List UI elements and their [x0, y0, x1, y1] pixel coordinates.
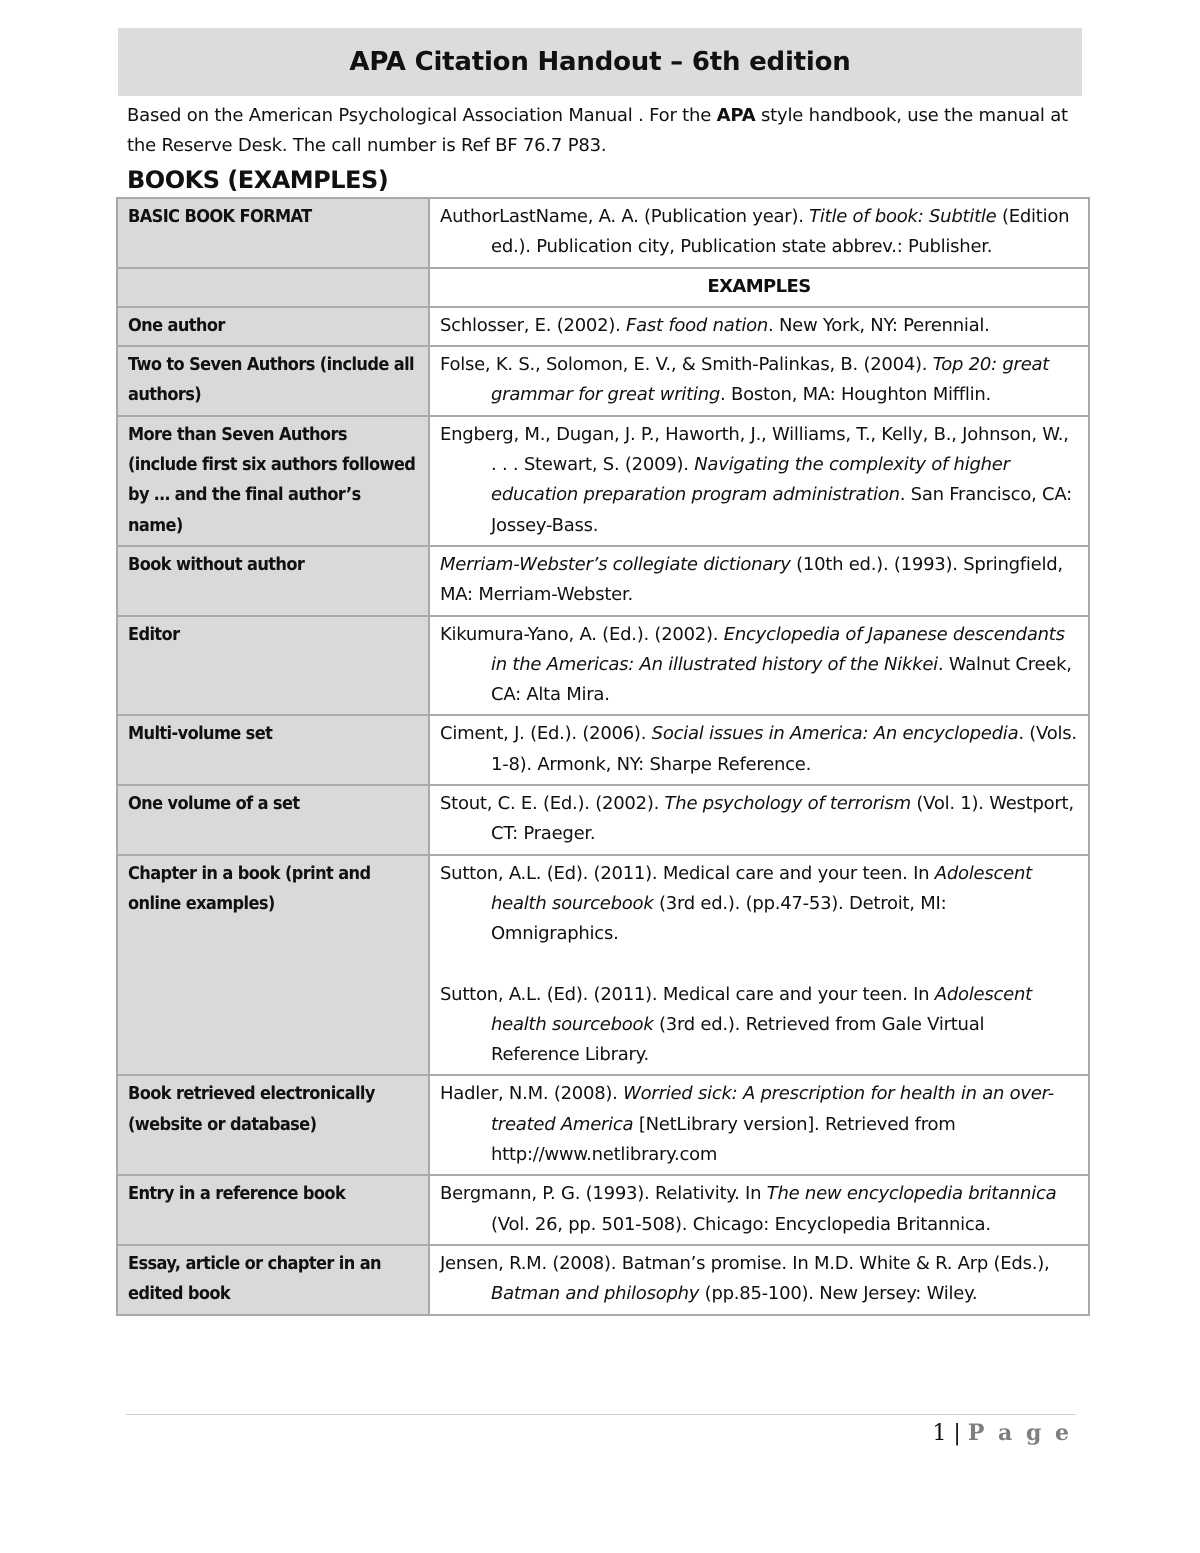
citation-title-italic: Batman and philosophy: [491, 1283, 700, 1305]
table-row: [117, 715, 1089, 785]
citation-segment: (Vol. 26, pp. 501-508). Chicago: Encyclopedia Britannica.: [491, 1213, 991, 1235]
row-label: Book retrieved electronically (website or database): [117, 1075, 429, 1175]
table-row: [117, 546, 1089, 616]
table-row: [117, 307, 1089, 346]
row-entry: [429, 715, 1089, 785]
citation-title-italic: Adolescent health sourcebook: [491, 983, 1032, 1035]
title-bar: [118, 28, 1082, 96]
row-entry: [429, 1175, 1089, 1245]
citation-table: [116, 197, 1090, 1316]
citation-segment: AuthorLastName, A. A. (Publication year).: [440, 206, 810, 227]
table-row: [117, 1075, 1089, 1175]
citation-text: [440, 1249, 1078, 1310]
citation-text: [440, 1079, 1078, 1170]
row-label: Editor: [117, 616, 429, 716]
row-entry: [429, 616, 1089, 716]
page-number: 1: [932, 1421, 947, 1446]
citation-segment: . Boston, MA: Houghton Mifflin.: [720, 384, 992, 406]
section-heading: BOOKS (EXAMPLES): [127, 166, 389, 194]
citation-segment: Engberg, M., Dugan, J. P., Haworth, J., Williams, T., Kelly, B., Johnson, W., . . . Stewart, S. (2009).: [440, 423, 1069, 476]
citation-segment: (Edition ed.). Publication city, Publication state abbrev.: Publisher.: [491, 206, 1070, 258]
row-label: Entry in a reference book: [117, 1175, 429, 1245]
citation-text: [440, 620, 1078, 711]
citation-text: [440, 202, 1078, 263]
intro-bold-apa: APA: [716, 105, 756, 126]
row-label: More than Seven Authors (include first six authors followed by … and the final author’s name): [117, 416, 429, 546]
citation-segment: (pp.85-100). New Jersey: Wiley.: [699, 1283, 978, 1305]
row-label: Essay, article or chapter in an edited book: [117, 1245, 429, 1315]
citation-title-italic: Social issues in America: An encyclopedia: [651, 723, 1019, 745]
row-entry: [429, 1245, 1089, 1315]
page-footer: [932, 1420, 1072, 1446]
page-separator: |: [946, 1421, 968, 1446]
table-row: [117, 416, 1089, 546]
citation-title-italic: Encyclopedia of Japanese descendants in the Americas: An illustrated history of the Nikkei: [491, 623, 1065, 675]
row-entry: EXAMPLES: [429, 268, 1089, 307]
intro-text-before: Based on the American Psychological Association Manual . For the: [127, 105, 717, 126]
row-label: Book without author: [117, 546, 429, 616]
table-row: [117, 346, 1089, 416]
citation-text: [440, 719, 1078, 780]
row-label: Chapter in a book (print and online examples): [117, 855, 429, 1076]
citation-text: [440, 311, 1078, 341]
citation-title-italic: The psychology of terrorism: [664, 793, 911, 815]
table-row: [117, 616, 1089, 716]
citation-segment: Folse, K. S., Solomon, E. V., & Smith-Palinkas, B. (2004).: [440, 354, 933, 376]
citation-text: [440, 550, 1078, 611]
citation-segment: Stout, C. E. (Ed.). (2002).: [440, 793, 665, 815]
citation-segment: (Vol. 1). Westport, CT: Praeger.: [491, 793, 1074, 845]
table-row: [117, 268, 1089, 307]
citation-segment: Jensen, R.M. (2008). Batman’s promise. In M.D. White & R. Arp (Eds.),: [440, 1252, 1050, 1274]
citation-text: [440, 1179, 1078, 1240]
row-entry: [429, 416, 1089, 546]
citation-title-italic: Top 20: great grammar for great writing: [491, 354, 1050, 406]
row-entry: [429, 546, 1089, 616]
citation-text: [440, 789, 1078, 850]
citation-title-italic: The new encyclopedia britannica: [766, 1183, 1057, 1205]
row-label: One volume of a set: [117, 785, 429, 855]
row-label: Two to Seven Authors (include all authors): [117, 346, 429, 416]
page-title: APA Citation Handout – 6th edition: [349, 47, 851, 77]
row-entry: [429, 198, 1089, 268]
citation-segment: (3rd ed.). (pp.47-53). Detroit, MI: Omnigraphics.: [491, 892, 947, 945]
citation-segment: Hadler, N.M. (2008).: [440, 1083, 624, 1105]
citation-segment: . San Francisco, CA: Jossey-Bass.: [491, 484, 1072, 536]
citation-title-italic: Worried sick: A prescription for health in an over-treated America: [491, 1083, 1055, 1135]
row-label: One author: [117, 307, 429, 346]
citation-segment: Sutton, A.L. (Ed). (2011). Medical care and your teen. In: [440, 862, 935, 884]
table-row: [117, 1175, 1089, 1245]
citation-segment: (3rd ed.). Retrieved from Gale Virtual Reference Library.: [491, 1013, 985, 1066]
table-row: [117, 198, 1089, 268]
citation-text: [440, 980, 1078, 1071]
footer-divider: [126, 1414, 1076, 1415]
row-entry: [429, 785, 1089, 855]
citation-text: [440, 420, 1078, 541]
citation-table-body: [117, 198, 1089, 1315]
citation-segment: . New York, NY: Perennial.: [768, 314, 990, 336]
row-entry: [429, 855, 1089, 1076]
citation-title-italic: Adolescent health sourcebook: [491, 862, 1032, 914]
citation-segment: . Walnut Creek, CA: Alta Mira.: [491, 653, 1072, 706]
citation-segment: . (Vols. 1-8). Armonk, NY: Sharpe Reference.: [491, 723, 1077, 775]
citation-segment: Sutton, A.L. (Ed). (2011). Medical care and your teen. In: [440, 983, 935, 1005]
intro-text-after: style handbook, use the manual at the Reserve Desk. The call number is Ref BF 76.7 P83.: [127, 105, 1068, 156]
citation-title-italic: Title of book: Subtitle: [809, 206, 997, 227]
row-label: [117, 268, 429, 307]
table-row: [117, 1245, 1089, 1315]
row-entry: [429, 346, 1089, 416]
citation-title-italic: Fast food nation: [626, 314, 768, 336]
citation-segment: (10th ed.). (1993). Springfield, MA: Merriam-Webster.: [440, 553, 1063, 606]
table-row: [117, 785, 1089, 855]
citation-title-italic: Navigating the complexity of higher education preparation program administration: [491, 454, 1010, 506]
citation-segment: Kikumura-Yano, A. (Ed.). (2002).: [440, 623, 724, 645]
citation-text: [440, 859, 1078, 950]
citation-title-italic: Merriam-Webster’s collegiate dictionary: [440, 553, 791, 575]
page-word: P a g e: [967, 1420, 1072, 1446]
row-entry: [429, 307, 1089, 346]
table-row: [117, 855, 1089, 1076]
citation-text: [440, 350, 1078, 411]
intro-paragraph: [127, 101, 1077, 161]
citation-segment: Schlosser, E. (2002).: [440, 314, 627, 336]
row-entry: [429, 1075, 1089, 1175]
citation-segment: [NetLibrary version]. Retrieved from http://www.netlibrary.com: [491, 1113, 956, 1166]
citation-segment: Ciment, J. (Ed.). (2006).: [440, 723, 652, 745]
citation-segment: Bergmann, P. G. (1993). Relativity. In: [440, 1183, 767, 1205]
row-label: Multi-volume set: [117, 715, 429, 785]
row-label: BASIC BOOK FORMAT: [117, 198, 429, 268]
